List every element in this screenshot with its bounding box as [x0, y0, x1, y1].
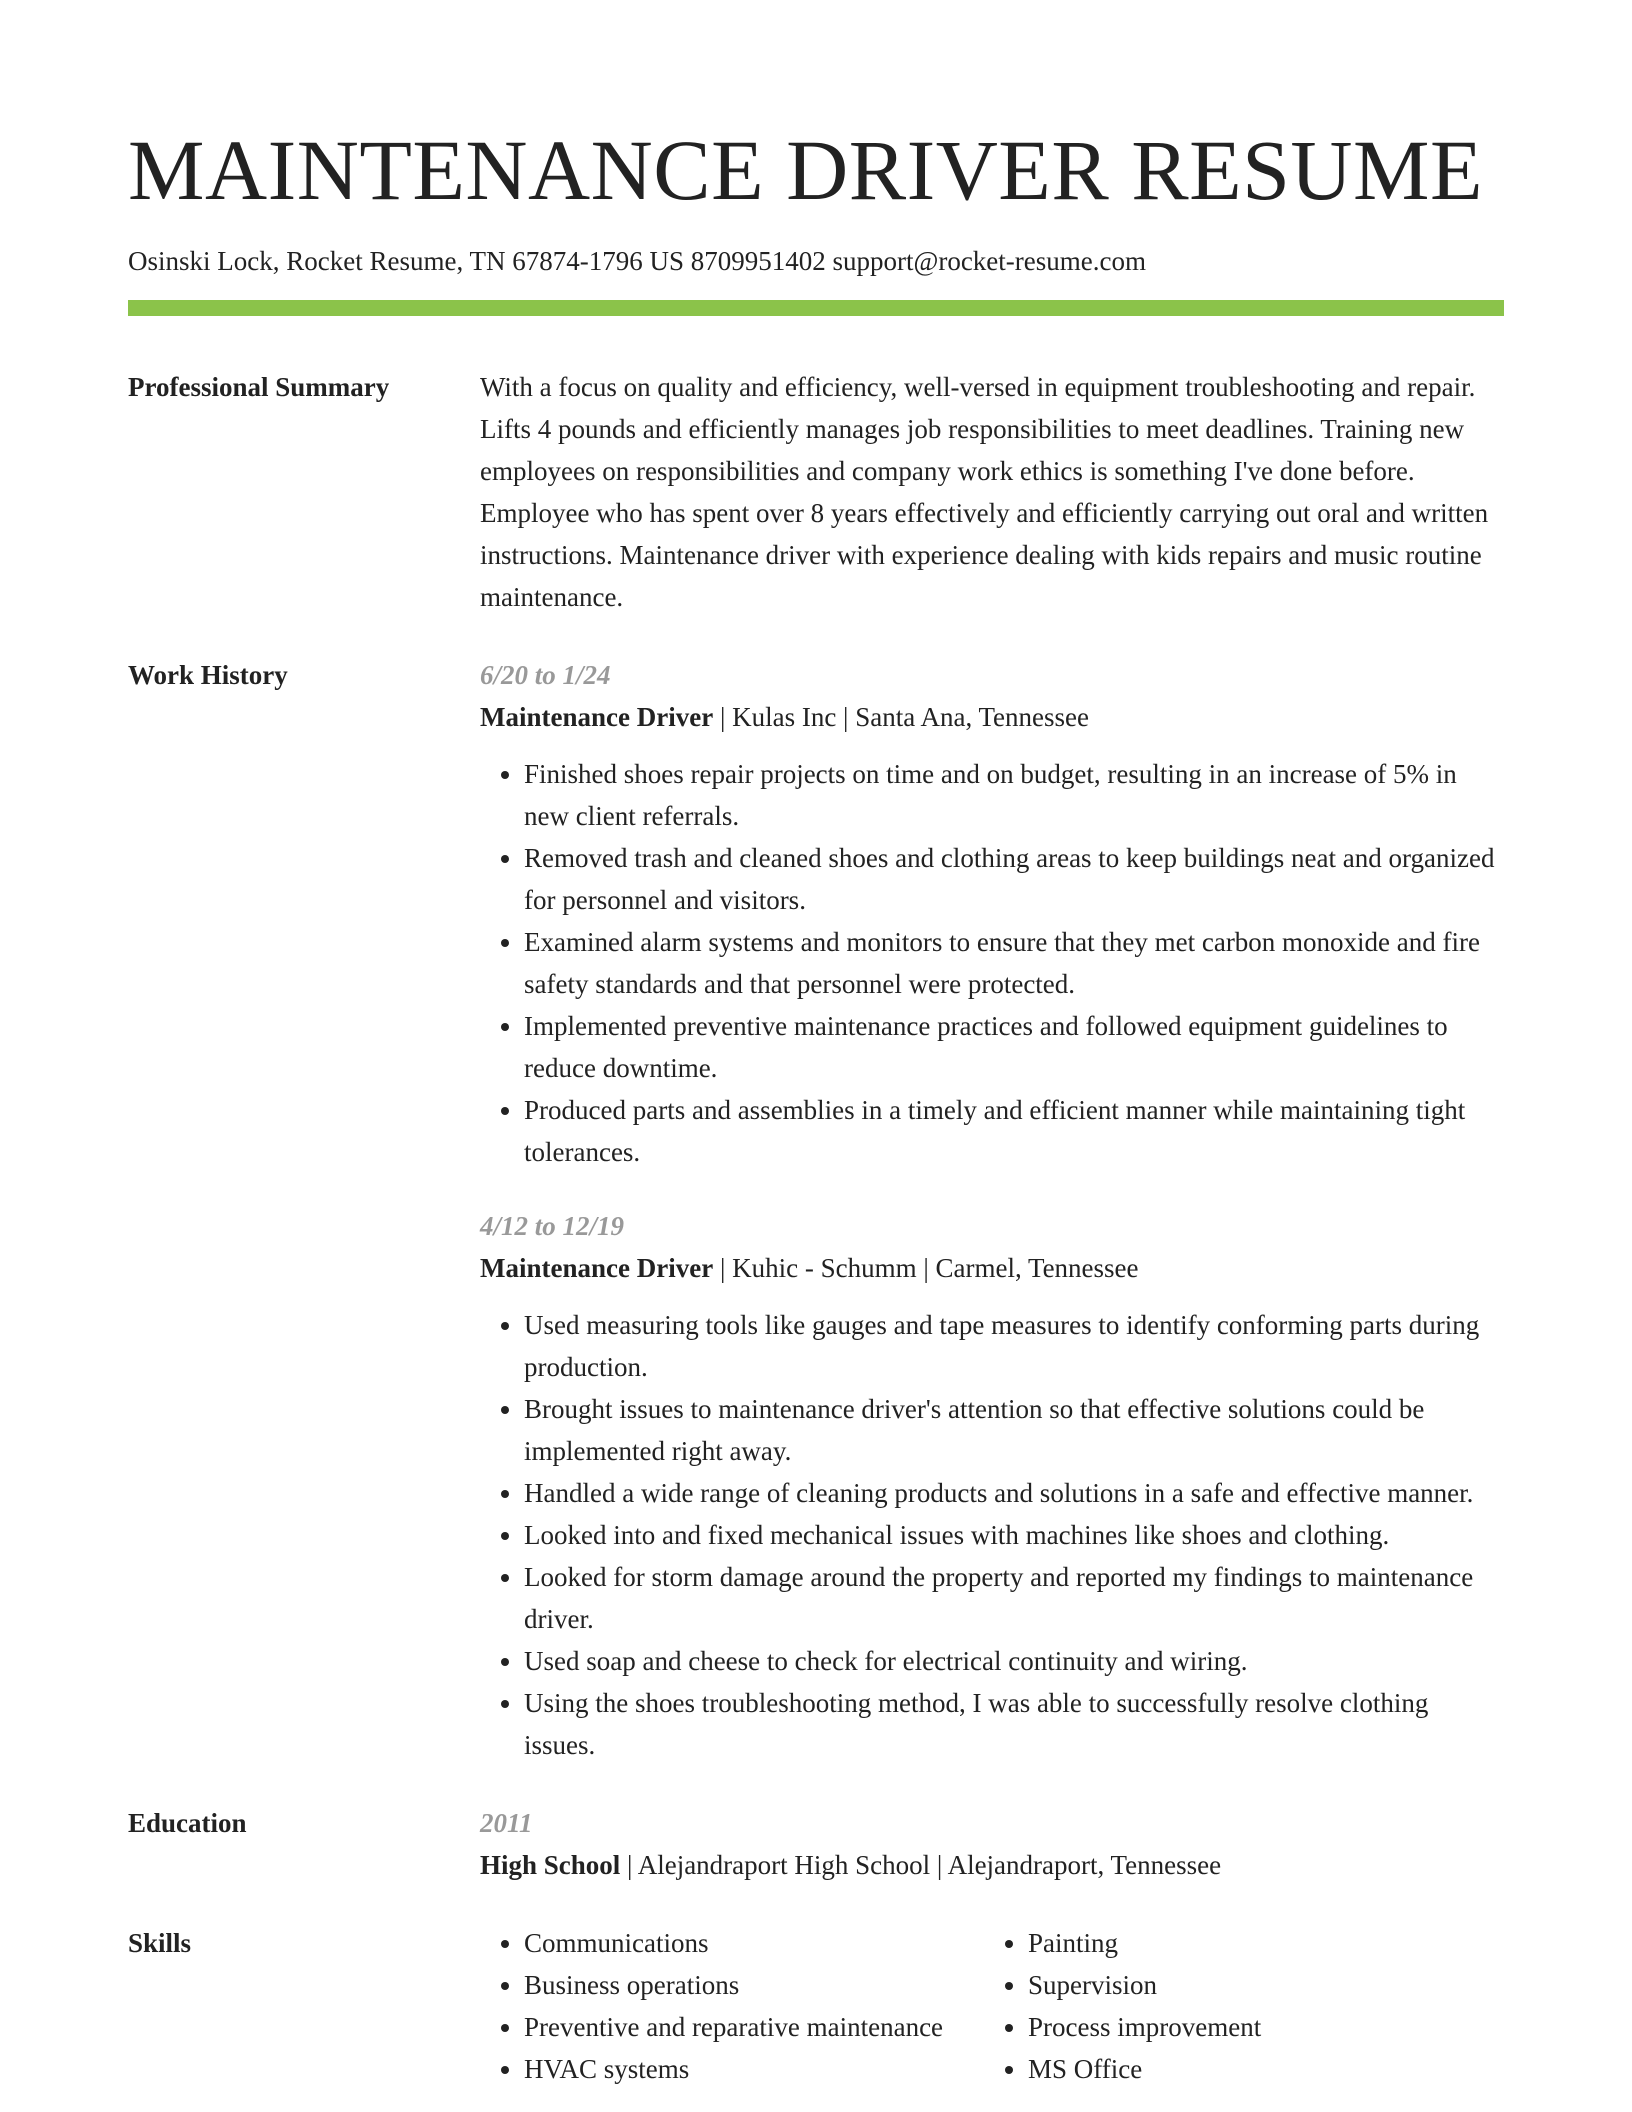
list-item: • Using the shoes troubleshooting method, I was able to successfully resolve clothing issues. — [524, 1682, 1504, 1766]
section-label-skills: Skills — [128, 1928, 192, 1958]
list-item: • Supervision — [1028, 1964, 1504, 2006]
job-dates: 6/20 to 1/24 — [480, 660, 611, 690]
job-role — [480, 1247, 1504, 1289]
job-entry — [480, 1205, 1504, 1766]
education-section — [128, 1802, 1504, 1886]
skills-section — [128, 1922, 1504, 2090]
education-details: | Alejandraport High School | Alejandraport, Tennessee — [620, 1850, 1222, 1880]
list-item: • Removed trash and cleaned shoes and clothing areas to keep buildings neat and organized for personnel and visitors. — [524, 837, 1504, 921]
job-bullets — [480, 753, 1504, 1173]
summary-text: With a focus on quality and efficiency, well-versed in equipment troubleshooting and repair. Lifts 4 pounds and efficiently manages job responsibilities to meet deadlines. Training new employees on responsibilities and company work ethics is something I've done before. Employee who has spent over 8 years effectively and efficiently carrying out oral and written instructions. Maintenance driver with experience dealing with kids repairs and music routine maintenance. — [480, 372, 1489, 612]
section-label-work: Work History — [128, 660, 288, 690]
summary-section — [128, 366, 1504, 618]
accent-divider — [128, 300, 1504, 316]
list-item: • Produced parts and assemblies in a timely and efficient manner while maintaining tight tolerances. — [524, 1089, 1504, 1173]
work-history-section — [128, 654, 1504, 1766]
list-item: • Communications — [524, 1922, 984, 1964]
list-item: • Business operations — [524, 1964, 984, 2006]
page-title: MAINTENANCE DRIVER RESUME — [128, 122, 1484, 218]
section-label-education: Education — [128, 1808, 247, 1838]
education-entry — [480, 1844, 1504, 1886]
list-item: • Brought issues to maintenance driver's attention so that effective solutions could be implemented right away. — [524, 1388, 1504, 1472]
list-item: • Preventive and reparative maintenance — [524, 2006, 984, 2048]
list-item: • Handled a wide range of cleaning products and solutions in a safe and effective manner. — [524, 1472, 1504, 1514]
skills-list-left — [480, 1922, 984, 2090]
section-label-summary: Professional Summary — [128, 372, 390, 402]
education-degree: High School — [480, 1850, 621, 1880]
contact-line: Osinski Lock, Rocket Resume, TN 67874-1796 US 8709951402 support@rocket-resume.com — [128, 246, 1146, 276]
list-item: • Process improvement — [1028, 2006, 1504, 2048]
job-details: | Kulas Inc | Santa Ana, Tennessee — [713, 702, 1090, 732]
list-item: • Implemented preventive maintenance practices and followed equipment guidelines to reduce downtime. — [524, 1005, 1504, 1089]
list-item: • Used soap and cheese to check for electrical continuity and wiring. — [524, 1640, 1504, 1682]
job-title: Maintenance Driver — [480, 702, 714, 732]
list-item: • Used measuring tools like gauges and tape measures to identify conforming parts during production. — [524, 1304, 1504, 1388]
job-details: | Kuhic - Schumm | Carmel, Tennessee — [713, 1253, 1139, 1283]
job-dates: 4/12 to 12/19 — [480, 1211, 625, 1241]
job-role — [480, 696, 1504, 738]
list-item: • Looked for storm damage around the property and reported my findings to maintenance driver. — [524, 1556, 1504, 1640]
list-item: • Finished shoes repair projects on time and on budget, resulting in an increase of 5% in new client referrals. — [524, 753, 1504, 837]
list-item: • MS Office — [1028, 2048, 1504, 2090]
job-entry — [480, 654, 1504, 1173]
list-item: • HVAC systems — [524, 2048, 984, 2090]
job-bullets — [480, 1304, 1504, 1766]
list-item: • Examined alarm systems and monitors to ensure that they met carbon monoxide and fire safety standards and that personnel were protected. — [524, 921, 1504, 1005]
list-item: • Painting — [1028, 1922, 1504, 1964]
job-title: Maintenance Driver — [480, 1253, 714, 1283]
education-year: 2011 — [480, 1808, 533, 1838]
list-item: • Looked into and fixed mechanical issues with machines like shoes and clothing. — [524, 1514, 1504, 1556]
skills-columns — [480, 1922, 1504, 2090]
skills-list-right — [984, 1922, 1504, 2090]
